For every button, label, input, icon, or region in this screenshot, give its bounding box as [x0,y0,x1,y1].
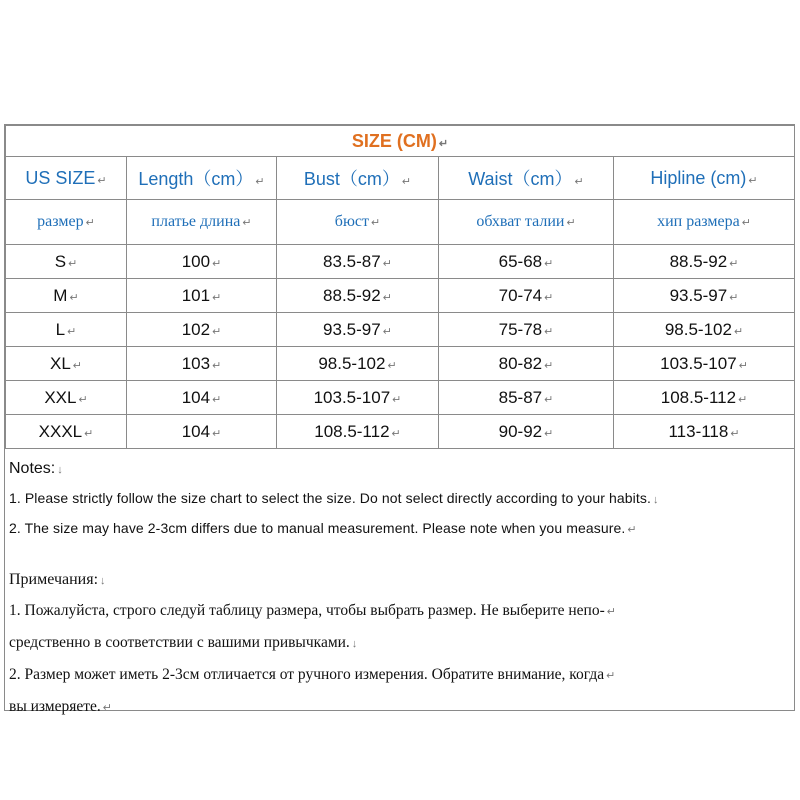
header-row-ru [6,200,795,245]
cell-length: 100 ↵ [127,245,277,279]
header-waist: Waist（cm） ↵ [439,157,614,200]
header-ru-hipline: хип размера ↵ [614,200,795,245]
cell-bust: 108.5-112 ↵ [277,415,439,449]
cell-length: 104 ↵ [127,415,277,449]
size-table [5,125,795,449]
notes-section [5,455,794,723]
cell-hipline: 98.5-102 ↵ [614,313,795,347]
size-chart-document [4,124,795,715]
cell-size: M ↵ [6,279,127,313]
notes-title-ru: Примечания: ↓ [9,571,106,588]
notes-title: Notes: ↓ [9,460,63,477]
table-row [6,415,795,449]
header-row-en [6,157,795,200]
cell-length: 102 ↵ [127,313,277,347]
table-title: SIZE (CM) ↵ [6,126,795,157]
table-row [6,347,795,381]
header-length: Length（cm） ↵ [127,157,277,200]
cell-bust: 83.5-87 ↵ [277,245,439,279]
table-row [6,381,795,415]
table-row [6,313,795,347]
header-bust: Bust（cm） ↵ [277,157,439,200]
cell-length: 101 ↵ [127,279,277,313]
cell-size: XXXL ↵ [6,415,127,449]
cell-hipline: 103.5-107 ↵ [614,347,795,381]
cell-hipline: 93.5-97 ↵ [614,279,795,313]
cell-hipline: 88.5-92 ↵ [614,245,795,279]
cell-size: S ↵ [6,245,127,279]
title-row [6,126,795,157]
cell-waist: 80-82 ↵ [439,347,614,381]
cell-size: XL ↵ [6,347,127,381]
cell-bust: 98.5-102 ↵ [277,347,439,381]
notes-spacer [9,543,790,565]
table-row [6,279,795,313]
note-ru-1-continued: средственно в соответствии с вашими привычками. ↓ [9,634,358,651]
cell-waist: 85-87 ↵ [439,381,614,415]
cell-length: 104 ↵ [127,381,277,415]
header-hipline: Hipline (cm) ↵ [614,157,795,200]
cell-waist: 65-68 ↵ [439,245,614,279]
cell-waist: 70-74 ↵ [439,279,614,313]
cell-bust: 103.5-107 ↵ [277,381,439,415]
cell-hipline: 113-118 ↵ [614,415,795,449]
cell-hipline: 108.5-112 ↵ [614,381,795,415]
header-us-size: US SIZE ↵ [6,157,127,200]
note-en-2: 2. The size may have 2-3cm differs due to manual measurement. Please note when you measure. ↵ [9,520,637,536]
header-ru-waist: обхват талии ↵ [439,200,614,245]
table-row [6,245,795,279]
cell-size: XXL ↵ [6,381,127,415]
header-ru-size: размер ↵ [6,200,127,245]
cell-bust: 88.5-92 ↵ [277,279,439,313]
cell-waist: 75-78 ↵ [439,313,614,347]
cell-waist: 90-92 ↵ [439,415,614,449]
note-en-1: 1. Please strictly follow the size chart to select the size. Do not select directly according to your habits. ↓ [9,490,659,506]
cell-bust: 93.5-97 ↵ [277,313,439,347]
note-ru-2: 2. Размер может иметь 2-3см отличается от ручного измерения. Обратите внимание, когда ↵ [9,666,616,683]
cell-length: 103 ↵ [127,347,277,381]
cell-size: L ↵ [6,313,127,347]
note-ru-1: 1. Пожалуйста, строго следуй таблицу размера, чтобы выбрать размер. Не выберите непо- ↵ [9,602,616,619]
note-ru-2-continued: вы измеряете. ↵ [9,698,113,715]
header-ru-length: платье длина ↵ [127,200,277,245]
header-ru-bust: бюст ↵ [277,200,439,245]
